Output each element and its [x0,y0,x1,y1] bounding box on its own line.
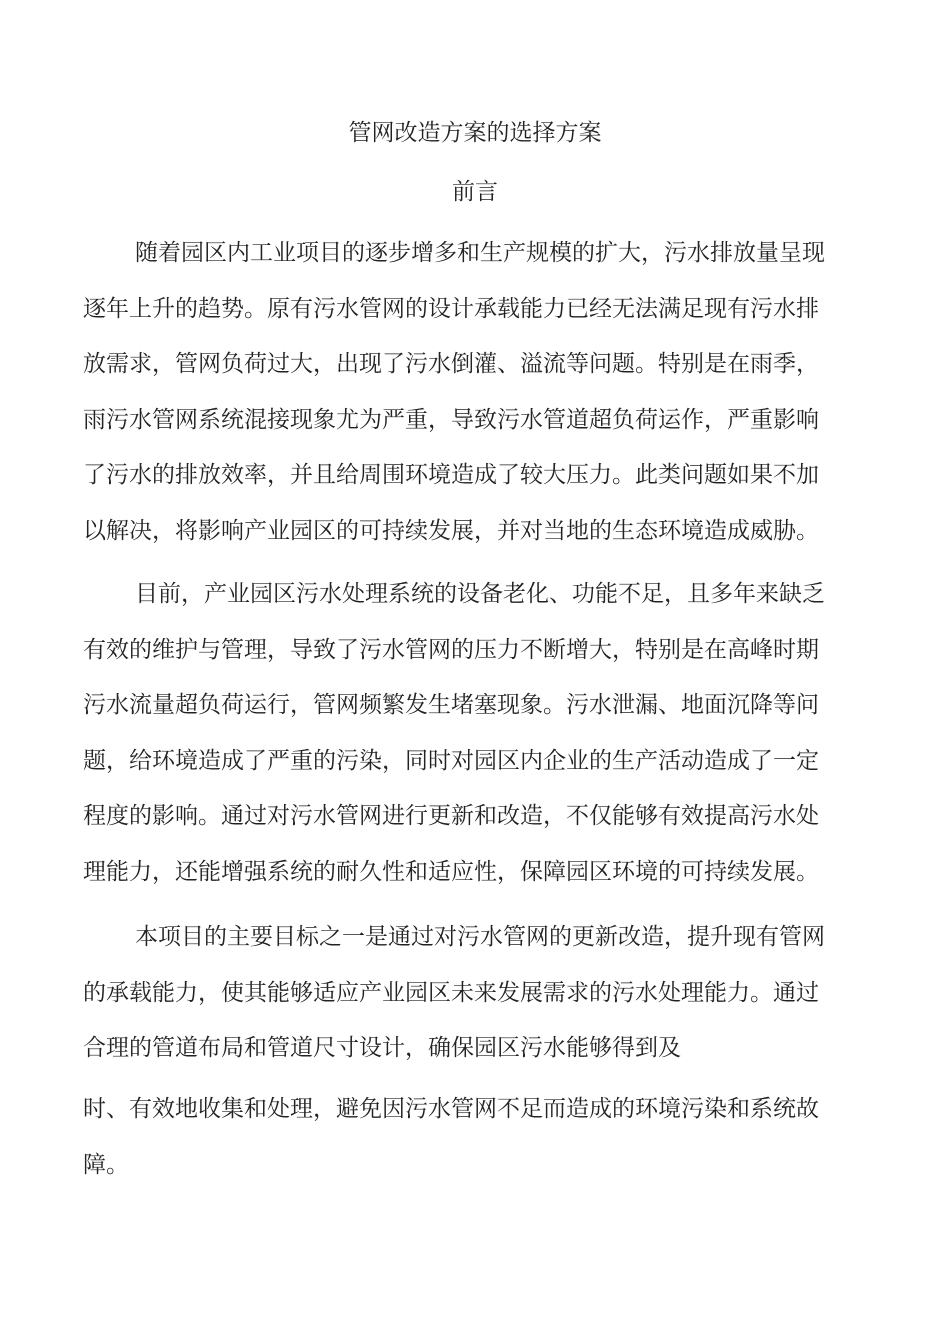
paragraph-line: 程度的影响。通过对污水管网进行更新和改造，不仅能够有效提高污水处 [83,803,819,829]
paragraph-line: 时、有效地收集和处理，避免因污水管网不足而造成的环境污染和系统故 [83,1096,819,1122]
paragraph-line: 放需求，管网负荷过大，出现了污水倒灌、溢流等问题。特别是在雨季， [83,351,819,377]
paragraph-line: 污水流量超负荷运行，管网频繁发生堵塞现象。污水泄漏、地面沉降等问 [83,692,819,718]
document-title: 管网改造方案的选择方案 [348,120,602,146]
paragraph-line: 理能力，还能增强系统的耐久性和适应性，保障园区环境的可持续发展。 [83,858,819,885]
paragraph-line: 了污水的排放效率，并且给周围环境造成了较大压力。此类问题如果不加 [83,462,819,488]
paragraph-line: 合理的管道布局和管道尺寸设计，确保园区污水能够得到及 [83,1035,681,1061]
paragraph-2 [83,567,863,900]
paragraph-1 [83,226,863,559]
paragraph-3 [83,910,863,1077]
paragraph-line: 本项目的主要目标之一是通过对污水管网的更新改造，提升现有管网 [135,924,825,950]
paragraph-line: 随着园区内工业项目的逐步增多和生产规模的扩大，污水排放量呈现 [135,240,825,266]
section-heading: 前言 [452,179,498,205]
paragraph-4 [83,1082,863,1193]
paragraph-line: 雨污水管网系统混接现象尤为严重，导致污水管道超负荷运作，严重影响 [83,406,819,433]
paragraph-line: 有效的维护与管理，导致了污水管网的压力不断增大，特别是在高峰时期 [83,636,819,663]
paragraph-line: 逐年上升的趋势。原有污水管网的设计承载能力已经无法满足现有污水排 [83,295,819,322]
paragraph-line: 题，给环境造成了严重的污染，同时对园区内企业的生产活动造成了一定 [83,747,819,774]
paragraph-line: 的承载能力，使其能够适应产业园区未来发展需求的污水处理能力。通过 [83,979,819,1006]
paragraph-line: 目前，产业园区污水处理系统的设备老化、功能不足，且多年来缺乏 [135,581,825,607]
paragraph-line: 以解决，将影响产业园区的可持续发展，并对当地的生态环境造成威胁。 [83,517,819,544]
paragraph-line: 障。 [83,1151,129,1178]
